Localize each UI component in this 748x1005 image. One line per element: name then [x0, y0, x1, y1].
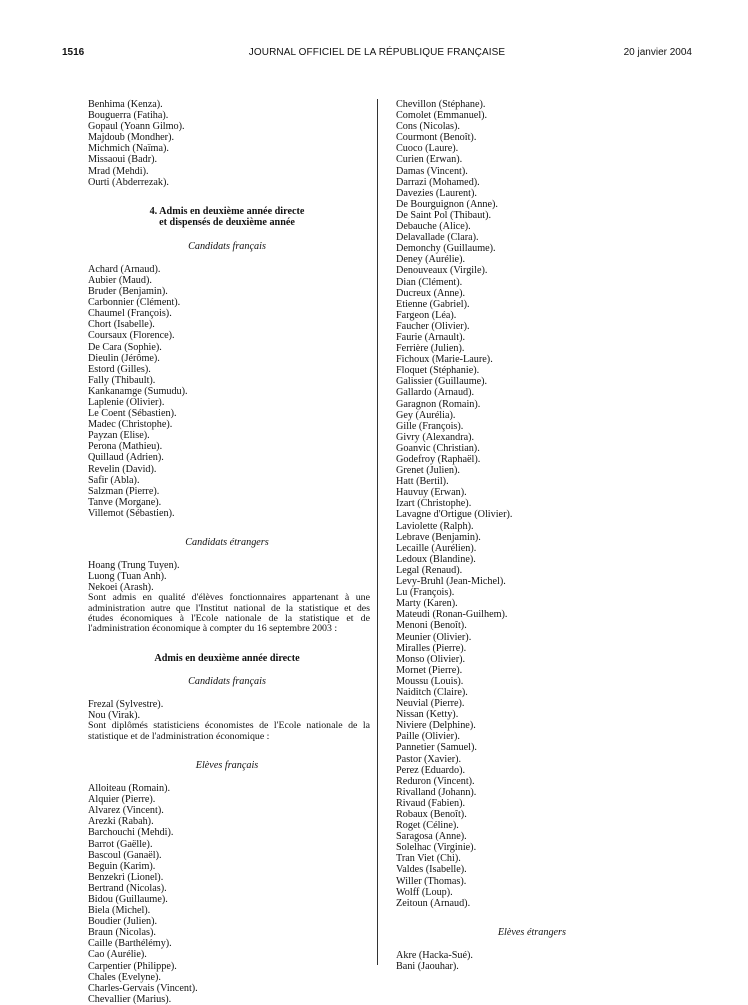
list-item: Safir (Abla). [88, 474, 140, 486]
list-item: Davezies (Laurent). [396, 187, 477, 199]
list-item: Valdes (Isabelle). [396, 864, 467, 876]
list-item: Villemot (Sébastien). [88, 507, 175, 519]
list-item: Cuoco (Laure). [396, 143, 459, 155]
list-item: Lebrave (Benjamin). [396, 531, 481, 543]
list-item: Willer (Thomas). [396, 875, 467, 887]
list-item: Missaoui (Badr). [88, 154, 158, 166]
list-item: Kankanamge (Sumudu). [88, 385, 188, 397]
list-item: Nissan (Ketty). [396, 709, 459, 721]
list-item: Rivaud (Fabien). [396, 797, 466, 809]
list-item: Gallardo (Arnaud). [396, 387, 475, 399]
list-item: Caille (Barthélémy). [88, 938, 172, 950]
list-item: Frezal (Sylvestre). [88, 699, 164, 711]
list-item: Paille (Olivier). [396, 731, 460, 743]
list-item: Darrazi (Mohamed). [396, 176, 480, 188]
list-item: Marty (Karen). [396, 598, 458, 610]
list-item: Saragosa (Anne). [396, 831, 467, 843]
list-item: Ducreux (Anne). [396, 287, 466, 299]
list-item: Chaumel (François). [88, 308, 172, 320]
list-item: Solelhac (Virginie). [396, 842, 477, 854]
admis-heading: Admis en deuxième année directe [154, 652, 300, 664]
diploma-paragraph: Sont diplômés statisticiens économistes de l'Ecole nationale de la statistique et de l'administration économique : [88, 720, 370, 742]
right-column [396, 99, 676, 972]
list-item: Aubier (Maud). [88, 274, 152, 286]
list-item: Barrot (Gaëlle). [88, 838, 153, 850]
list-item: Niviere (Delphine). [396, 720, 476, 732]
list-item: Mornet (Pierre). [396, 664, 463, 676]
list-item: Lu (François). [396, 587, 455, 599]
list-item: Perez (Eduardo). [396, 764, 466, 776]
section-4-heading-line-1: 4. Admis en deuxième année directe [149, 205, 305, 217]
list-item: Cons (Nicolas). [396, 121, 460, 133]
list-item: De Bourguignon (Anne). [396, 198, 498, 210]
list-item: Ferrière (Julien). [396, 343, 465, 355]
list-item: Roget (Céline). [396, 820, 459, 832]
list-item: Pastor (Xavier). [396, 753, 462, 765]
list-item: Fargeon (Léa). [396, 309, 457, 321]
eleves-francais-subheading: Elèves français [195, 759, 259, 771]
list-item: Dieulin (Jérôme). [88, 352, 160, 364]
list-item: De Saint Pol (Thibaut). [396, 209, 492, 221]
list-item: Benhima (Kenza). [88, 99, 163, 110]
list-item: Revelin (David). [88, 463, 157, 475]
list-item: Floquet (Stéphanie). [396, 365, 480, 377]
list-item: Laplenie (Olivier). [88, 396, 165, 408]
list-item: Monso (Olivier). [396, 653, 466, 665]
list-item: Le Coent (Sébastien). [88, 408, 177, 420]
candidats-francais-subheading: Candidats français [188, 240, 266, 252]
left-column [88, 99, 370, 1005]
journal-title: JOURNAL OFFICIEL DE LA RÉPUBLIQUE FRANÇAISE [248, 47, 506, 58]
list-item: Alloiteau (Romain). [88, 783, 171, 795]
list-item: Pannetier (Samuel). [396, 742, 477, 754]
list-item: Galissier (Guillaume). [396, 376, 488, 388]
list-item: Delavallade (Clara). [396, 232, 479, 244]
list-item: Michmich (Naïma). [88, 143, 169, 155]
admission-paragraph: Sont admis en qualité d'élèves fonctionnaires appartenant à une administration autre que l'Institut national de la statistique et des études économiques à l'Ecole nationale de la statistique et de l'administration économique à compter du 16 septembre 2003 : [88, 592, 370, 635]
list-item: Givry (Alexandra). [396, 431, 475, 443]
section-4-francais-list [88, 264, 370, 519]
list-item: Bouguerra (Fatiha). [88, 110, 169, 122]
list-item: Arezki (Rabah). [88, 816, 154, 828]
list-item: Alquier (Pierre). [88, 794, 156, 806]
list-item: Debauche (Alice). [396, 221, 471, 233]
list-item: Bruder (Benjamin). [88, 286, 168, 298]
list-item: Hoang (Trung Tuyen). [88, 560, 180, 572]
list-item: Garagnon (Romain). [396, 398, 481, 410]
page-number: 1516 [62, 47, 85, 58]
list-item: Nekoei (Arash). [88, 582, 154, 594]
eleves-francais-list [88, 783, 370, 1005]
list-item: Ledoux (Blandine). [396, 553, 476, 565]
list-item: Fally (Thibault). [88, 374, 156, 386]
list-item: Naiditch (Claire). [396, 686, 468, 698]
list-item: Majdoub (Mondher). [88, 132, 175, 144]
list-item: Deney (Aurélie). [396, 254, 466, 266]
list-item: Bertrand (Nicolas). [88, 882, 167, 894]
list-item: Bascoul (Ganaël). [88, 849, 162, 861]
list-item: Gopaul (Yoann Gilmo). [88, 121, 185, 133]
list-item: De Cara (Sophie). [88, 341, 162, 353]
list-item: Lavagne d'Ortigue (Olivier). [396, 509, 513, 521]
list-item: Faucher (Olivier). [396, 320, 470, 332]
section-4-etrangers-list [88, 560, 370, 593]
list-item: Meunier (Olivier). [396, 631, 472, 643]
list-item: Gey (Aurélia). [396, 409, 456, 421]
list-item: Quillaud (Adrien). [88, 452, 164, 464]
column-divider [377, 99, 378, 965]
list-item: Estord (Gilles). [88, 363, 151, 375]
list-item: Laviolette (Ralph). [396, 520, 474, 532]
list-item: Luong (Tuan Anh). [88, 571, 167, 583]
list-item: Fichoux (Marie-Laure). [396, 354, 493, 366]
list-item: Achard (Arnaud). [88, 263, 161, 275]
list-item: Godefroy (Raphaël). [396, 454, 481, 465]
list-item: Boudier (Julien). [88, 916, 158, 928]
list-item: Zeitoun (Arnaud). [396, 897, 471, 909]
list-item: Neuvial (Pierre). [396, 698, 465, 710]
list-item: Chales (Evelyne). [88, 971, 161, 983]
list-item: Dian (Clément). [396, 276, 463, 288]
list-item: Hauvuy (Erwan). [396, 487, 467, 499]
list-item: Carbonnier (Clément). [88, 297, 181, 309]
list-item: Courmont (Benoît). [396, 132, 477, 144]
list-item: Bidou (Guillaume). [88, 893, 168, 905]
list-item: Coursaux (Florence). [88, 330, 175, 342]
list-item: Benzekri (Lionel). [88, 871, 164, 883]
eleves-etrangers-subheading: Elèves étrangers [497, 926, 566, 938]
list-item: Legal (Renaud). [396, 564, 463, 576]
list-item: Chevillon (Stéphane). [396, 99, 486, 110]
list-item: Mrad (Mehdi). [88, 165, 149, 177]
list-item: Damas (Vincent). [396, 165, 468, 177]
list-item: Braun (Nicolas). [88, 927, 156, 939]
right-names-list [396, 99, 676, 909]
list-item: Moussu (Louis). [396, 675, 464, 687]
list-item: Hatt (Bertil). [396, 476, 449, 488]
list-item: Akre (Hacka-Sué). [396, 949, 473, 961]
list-item: Ourti (Abderrezak). [88, 176, 169, 188]
list-item: Rivalland (Johann). [396, 786, 477, 798]
list-item: Biela (Michel). [88, 905, 151, 917]
section-4-heading-line-2: et dispensés de deuxième année [159, 217, 295, 229]
list-item: Robaux (Benoît). [396, 809, 467, 820]
list-item: Curien (Erwan). [396, 154, 463, 166]
list-item: Cao (Aurélie). [88, 949, 147, 961]
list-item: Payzan (Elise). [88, 430, 150, 442]
publication-date: 20 janvier 2004 [623, 47, 692, 58]
list-item: Comolet (Emmanuel). [396, 110, 488, 122]
list-item: Bani (Jaouhar). [396, 961, 459, 973]
list-item: Faurie (Arnault). [396, 331, 466, 343]
list-item: Demonchy (Guillaume). [396, 243, 496, 255]
list-item: Beguin (Karim). [88, 860, 156, 872]
list-item: Miralles (Pierre). [396, 642, 467, 654]
list-item: Chort (Isabelle). [88, 319, 155, 331]
list-item: Denouveaux (Virgile). [396, 265, 488, 277]
list-item: Barchouchi (Mehdi). [88, 827, 174, 839]
top-names-list [88, 99, 370, 188]
list-item: Lecaille (Aurélien). [396, 542, 477, 554]
list-item: Levy-Bruhl (Jean-Michel). [396, 576, 506, 588]
list-item: Grenet (Julien). [396, 465, 460, 477]
section-4-heading [84, 206, 370, 229]
list-item: Carpentier (Philippe). [88, 960, 177, 972]
list-item: Chevallier (Marius). [88, 993, 172, 1005]
list-item: Tanve (Morgane). [88, 496, 162, 508]
candidats-francais-subheading-2: Candidats français [188, 676, 266, 688]
list-item: Mateudi (Ronan-Guilhem). [396, 609, 508, 621]
list-item: Reduron (Vincent). [396, 775, 475, 787]
admis-names-list [88, 699, 370, 721]
list-item: Wolff (Loup). [396, 886, 453, 898]
list-item: Perona (Mathieu). [88, 441, 163, 453]
list-item: Tran Viet (Chi). [396, 853, 461, 865]
list-item: Gille (François). [396, 420, 464, 432]
list-item: Menoni (Benoît). [396, 620, 467, 632]
list-item: Alvarez (Vincent). [88, 805, 164, 817]
list-item: Etienne (Gabriel). [396, 298, 470, 310]
list-item: Salzman (Pierre). [88, 485, 160, 497]
list-item: Izart (Christophe). [396, 498, 472, 510]
list-item: Goanvic (Christian). [396, 442, 480, 454]
list-item: Charles-Gervais (Vincent). [88, 982, 198, 994]
etrangers-names-list [396, 950, 676, 972]
page-header [62, 47, 692, 65]
list-item: Nou (Virak). [88, 710, 141, 722]
list-item: Madec (Christophe). [88, 419, 173, 431]
candidats-etrangers-subheading: Candidats étrangers [185, 537, 269, 548]
